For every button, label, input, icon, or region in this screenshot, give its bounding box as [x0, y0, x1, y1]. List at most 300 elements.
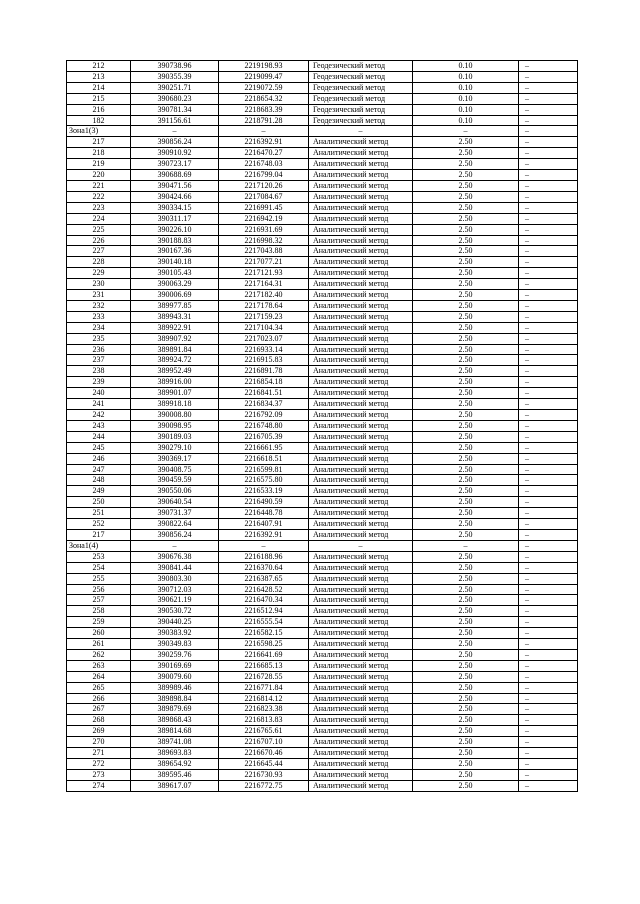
- method-cell: Геодезический метод: [309, 82, 413, 93]
- table-row: [67, 617, 578, 628]
- accuracy-cell: 2.50: [413, 660, 519, 671]
- description-cell: –: [519, 737, 578, 748]
- point-number-cell: 219: [67, 159, 131, 170]
- table-row: [67, 595, 578, 606]
- x-coordinate-cell: 390621.19: [131, 595, 219, 606]
- description-cell: –: [519, 780, 578, 791]
- x-coordinate-cell: 390079.60: [131, 671, 219, 682]
- y-coordinate-cell: 2216748.80: [219, 420, 309, 431]
- method-cell: Аналитический метод: [309, 606, 413, 617]
- description-cell: –: [519, 453, 578, 464]
- point-number-cell: 229: [67, 268, 131, 279]
- y-coordinate-cell: 2217077.21: [219, 257, 309, 268]
- method-cell: Геодезический метод: [309, 104, 413, 115]
- y-coordinate-cell: 2216705.39: [219, 431, 309, 442]
- table-row: [67, 61, 578, 72]
- accuracy-cell: 2.50: [413, 257, 519, 268]
- accuracy-cell: 2.50: [413, 508, 519, 519]
- table-row: [67, 442, 578, 453]
- table-row: [67, 431, 578, 442]
- description-cell: –: [519, 235, 578, 246]
- description-cell: –: [519, 508, 578, 519]
- y-coordinate-cell: 2216670.46: [219, 748, 309, 759]
- accuracy-cell: 2.50: [413, 180, 519, 191]
- description-cell: –: [519, 213, 578, 224]
- table-row: [67, 104, 578, 115]
- table-row: [67, 82, 578, 93]
- x-coordinate-cell: 391156.61: [131, 115, 219, 126]
- y-coordinate-cell: 2216792.09: [219, 410, 309, 421]
- accuracy-cell: 2.50: [413, 562, 519, 573]
- point-number-cell: 215: [67, 93, 131, 104]
- x-coordinate-cell: –: [131, 540, 219, 551]
- method-cell: Аналитический метод: [309, 399, 413, 410]
- y-coordinate-cell: 2218654.32: [219, 93, 309, 104]
- x-coordinate-cell: 390169.69: [131, 660, 219, 671]
- y-coordinate-cell: –: [219, 126, 309, 137]
- point-number-cell: 271: [67, 748, 131, 759]
- point-number-cell: 255: [67, 573, 131, 584]
- x-coordinate-cell: 390369.17: [131, 453, 219, 464]
- x-coordinate-cell: 390383.92: [131, 628, 219, 639]
- description-cell: –: [519, 159, 578, 170]
- description-cell: –: [519, 769, 578, 780]
- point-number-cell: 258: [67, 606, 131, 617]
- accuracy-cell: 2.50: [413, 617, 519, 628]
- accuracy-cell: 2.50: [413, 737, 519, 748]
- method-cell: Аналитический метод: [309, 628, 413, 639]
- y-coordinate-cell: 2216599.81: [219, 464, 309, 475]
- description-cell: –: [519, 104, 578, 115]
- table-row: [67, 268, 578, 279]
- table-row: [67, 682, 578, 693]
- table-row: [67, 551, 578, 562]
- y-coordinate-cell: 2216931.69: [219, 224, 309, 235]
- accuracy-cell: 2.50: [413, 246, 519, 257]
- accuracy-cell: 2.50: [413, 551, 519, 562]
- table-row: [67, 649, 578, 660]
- method-cell: Аналитический метод: [309, 704, 413, 715]
- table-row: [67, 213, 578, 224]
- table-row: [67, 93, 578, 104]
- description-cell: –: [519, 115, 578, 126]
- y-coordinate-cell: 2217164.31: [219, 279, 309, 290]
- y-coordinate-cell: 2216645.44: [219, 759, 309, 770]
- point-number-cell: 243: [67, 420, 131, 431]
- x-coordinate-cell: 389879.69: [131, 704, 219, 715]
- point-number-cell: 270: [67, 737, 131, 748]
- method-cell: Аналитический метод: [309, 202, 413, 213]
- method-cell: Аналитический метод: [309, 573, 413, 584]
- table-row: [67, 420, 578, 431]
- point-number-cell: 220: [67, 170, 131, 181]
- description-cell: –: [519, 726, 578, 737]
- x-coordinate-cell: 389868.43: [131, 715, 219, 726]
- accuracy-cell: 0.10: [413, 104, 519, 115]
- table-row: [67, 573, 578, 584]
- x-coordinate-cell: 390334.15: [131, 202, 219, 213]
- method-cell: Аналитический метод: [309, 279, 413, 290]
- description-cell: –: [519, 257, 578, 268]
- x-coordinate-cell: 390781.34: [131, 104, 219, 115]
- table-row: [67, 180, 578, 191]
- accuracy-cell: 2.50: [413, 202, 519, 213]
- method-cell: Аналитический метод: [309, 333, 413, 344]
- method-cell: Аналитический метод: [309, 410, 413, 421]
- accuracy-cell: 2.50: [413, 311, 519, 322]
- description-cell: –: [519, 519, 578, 530]
- x-coordinate-cell: 390424.66: [131, 191, 219, 202]
- y-coordinate-cell: 2217178.64: [219, 300, 309, 311]
- point-number-cell: 230: [67, 279, 131, 290]
- x-coordinate-cell: 390822.64: [131, 519, 219, 530]
- method-cell: Аналитический метод: [309, 170, 413, 181]
- x-coordinate-cell: 389924.72: [131, 355, 219, 366]
- x-coordinate-cell: 390803.30: [131, 573, 219, 584]
- y-coordinate-cell: 2216512.94: [219, 606, 309, 617]
- y-coordinate-cell: 2218791.28: [219, 115, 309, 126]
- point-number-cell: 246: [67, 453, 131, 464]
- y-coordinate-cell: 2217043.88: [219, 246, 309, 257]
- y-coordinate-cell: 2216387.65: [219, 573, 309, 584]
- method-cell: Аналитический метод: [309, 595, 413, 606]
- accuracy-cell: 2.50: [413, 464, 519, 475]
- method-cell: Аналитический метод: [309, 584, 413, 595]
- point-number-cell: 223: [67, 202, 131, 213]
- method-cell: Аналитический метод: [309, 475, 413, 486]
- accuracy-cell: 2.50: [413, 573, 519, 584]
- x-coordinate-cell: 389916.00: [131, 377, 219, 388]
- x-coordinate-cell: 390459.59: [131, 475, 219, 486]
- description-cell: –: [519, 333, 578, 344]
- method-cell: Аналитический метод: [309, 224, 413, 235]
- point-number-cell: 264: [67, 671, 131, 682]
- x-coordinate-cell: 389922.91: [131, 322, 219, 333]
- y-coordinate-cell: 2216771.84: [219, 682, 309, 693]
- accuracy-cell: 2.50: [413, 213, 519, 224]
- method-cell: Аналитический метод: [309, 693, 413, 704]
- x-coordinate-cell: 390279.10: [131, 442, 219, 453]
- description-cell: –: [519, 475, 578, 486]
- method-cell: Аналитический метод: [309, 453, 413, 464]
- accuracy-cell: 2.50: [413, 769, 519, 780]
- description-cell: –: [519, 486, 578, 497]
- description-cell: –: [519, 311, 578, 322]
- description-cell: –: [519, 551, 578, 562]
- y-coordinate-cell: 2216772.75: [219, 780, 309, 791]
- method-cell: Аналитический метод: [309, 519, 413, 530]
- point-number-cell: 265: [67, 682, 131, 693]
- table-row: [67, 464, 578, 475]
- method-cell: Аналитический метод: [309, 290, 413, 301]
- table-row: [67, 344, 578, 355]
- method-cell: Аналитический метод: [309, 671, 413, 682]
- method-cell: Аналитический метод: [309, 148, 413, 159]
- x-coordinate-cell: 390856.24: [131, 529, 219, 540]
- method-cell: Аналитический метод: [309, 769, 413, 780]
- description-cell: –: [519, 464, 578, 475]
- table-row: [67, 584, 578, 595]
- table-row: [67, 562, 578, 573]
- y-coordinate-cell: 2216618.51: [219, 453, 309, 464]
- point-number-cell: 233: [67, 311, 131, 322]
- y-coordinate-cell: 2216392.91: [219, 137, 309, 148]
- point-number-cell: 242: [67, 410, 131, 421]
- accuracy-cell: 2.50: [413, 224, 519, 235]
- y-coordinate-cell: 2217159.23: [219, 311, 309, 322]
- point-number-cell: 256: [67, 584, 131, 595]
- method-cell: Аналитический метод: [309, 442, 413, 453]
- x-coordinate-cell: 390910.92: [131, 148, 219, 159]
- y-coordinate-cell: –: [219, 540, 309, 551]
- point-number-cell: 261: [67, 639, 131, 650]
- point-number-cell: 260: [67, 628, 131, 639]
- x-coordinate-cell: 390349.83: [131, 639, 219, 650]
- x-coordinate-cell: 389918.18: [131, 399, 219, 410]
- x-coordinate-cell: 390188.83: [131, 235, 219, 246]
- method-cell: Аналитический метод: [309, 180, 413, 191]
- y-coordinate-cell: 2218683.39: [219, 104, 309, 115]
- description-cell: –: [519, 748, 578, 759]
- y-coordinate-cell: 2219072.59: [219, 82, 309, 93]
- accuracy-cell: 0.10: [413, 115, 519, 126]
- accuracy-cell: 2.50: [413, 322, 519, 333]
- accuracy-cell: 2.50: [413, 715, 519, 726]
- y-coordinate-cell: 2219198.93: [219, 61, 309, 72]
- accuracy-cell: 2.50: [413, 748, 519, 759]
- accuracy-cell: 2.50: [413, 191, 519, 202]
- x-coordinate-cell: 390251.71: [131, 82, 219, 93]
- method-cell: Аналитический метод: [309, 257, 413, 268]
- table-row: [67, 519, 578, 530]
- point-number-cell: 253: [67, 551, 131, 562]
- x-coordinate-cell: 389898.84: [131, 693, 219, 704]
- y-coordinate-cell: 2217023.07: [219, 333, 309, 344]
- description-cell: –: [519, 224, 578, 235]
- point-number-cell: 269: [67, 726, 131, 737]
- description-cell: –: [519, 617, 578, 628]
- point-number-cell: 232: [67, 300, 131, 311]
- x-coordinate-cell: 390140.18: [131, 257, 219, 268]
- description-cell: –: [519, 268, 578, 279]
- y-coordinate-cell: 2216728.55: [219, 671, 309, 682]
- x-coordinate-cell: 389901.07: [131, 388, 219, 399]
- y-coordinate-cell: 2216555.54: [219, 617, 309, 628]
- description-cell: –: [519, 180, 578, 191]
- method-cell: Аналитический метод: [309, 366, 413, 377]
- method-cell: Аналитический метод: [309, 464, 413, 475]
- description-cell: –: [519, 148, 578, 159]
- y-coordinate-cell: 2216813.83: [219, 715, 309, 726]
- point-number-cell: 244: [67, 431, 131, 442]
- accuracy-cell: 0.10: [413, 93, 519, 104]
- y-coordinate-cell: 2217182.40: [219, 290, 309, 301]
- method-cell: Аналитический метод: [309, 660, 413, 671]
- point-number-cell: 226: [67, 235, 131, 246]
- zone-label-cell: Зона1(4): [67, 540, 131, 551]
- accuracy-cell: 2.50: [413, 366, 519, 377]
- point-number-cell: 267: [67, 704, 131, 715]
- description-cell: –: [519, 759, 578, 770]
- accuracy-cell: 2.50: [413, 682, 519, 693]
- accuracy-cell: 2.50: [413, 529, 519, 540]
- description-cell: –: [519, 410, 578, 421]
- x-coordinate-cell: 389595.46: [131, 769, 219, 780]
- y-coordinate-cell: 2216942.19: [219, 213, 309, 224]
- method-cell: Аналитический метод: [309, 235, 413, 246]
- table-row: [67, 377, 578, 388]
- y-coordinate-cell: 2216915.83: [219, 355, 309, 366]
- x-coordinate-cell: 390550.06: [131, 486, 219, 497]
- description-cell: –: [519, 529, 578, 540]
- table-row: [67, 671, 578, 682]
- accuracy-cell: 2.50: [413, 235, 519, 246]
- table-row: [67, 322, 578, 333]
- y-coordinate-cell: 2216991.45: [219, 202, 309, 213]
- table-row: [67, 693, 578, 704]
- table-row: [67, 366, 578, 377]
- table-row: [67, 333, 578, 344]
- method-cell: Аналитический метод: [309, 726, 413, 737]
- description-cell: –: [519, 431, 578, 442]
- method-cell: Аналитический метод: [309, 322, 413, 333]
- point-number-cell: 241: [67, 399, 131, 410]
- point-number-cell: 268: [67, 715, 131, 726]
- accuracy-cell: 2.50: [413, 420, 519, 431]
- method-cell: Геодезический метод: [309, 115, 413, 126]
- description-cell: –: [519, 279, 578, 290]
- method-cell: Геодезический метод: [309, 93, 413, 104]
- point-number-cell: 249: [67, 486, 131, 497]
- point-number-cell: 250: [67, 497, 131, 508]
- x-coordinate-cell: 390841.44: [131, 562, 219, 573]
- y-coordinate-cell: 2216575.80: [219, 475, 309, 486]
- description-cell: –: [519, 540, 578, 551]
- method-cell: Аналитический метод: [309, 300, 413, 311]
- table-row: [67, 748, 578, 759]
- y-coordinate-cell: 2216765.61: [219, 726, 309, 737]
- description-cell: –: [519, 704, 578, 715]
- point-number-cell: 221: [67, 180, 131, 191]
- table-row: [67, 475, 578, 486]
- accuracy-cell: 2.50: [413, 671, 519, 682]
- table-row: [67, 71, 578, 82]
- point-number-cell: 274: [67, 780, 131, 791]
- description-cell: –: [519, 682, 578, 693]
- point-number-cell: 182: [67, 115, 131, 126]
- accuracy-cell: 2.50: [413, 431, 519, 442]
- table-row: [67, 159, 578, 170]
- y-coordinate-cell: 2216730.93: [219, 769, 309, 780]
- accuracy-cell: 2.50: [413, 410, 519, 421]
- y-coordinate-cell: 2216448.78: [219, 508, 309, 519]
- x-coordinate-cell: 390680.23: [131, 93, 219, 104]
- table-row: [67, 355, 578, 366]
- accuracy-cell: 2.50: [413, 399, 519, 410]
- table-row: [67, 137, 578, 148]
- description-cell: –: [519, 628, 578, 639]
- coordinates-table-body: [67, 61, 578, 792]
- table-row: [67, 115, 578, 126]
- table-row: [67, 606, 578, 617]
- x-coordinate-cell: 389977.85: [131, 300, 219, 311]
- x-coordinate-cell: 389891.84: [131, 344, 219, 355]
- x-coordinate-cell: –: [131, 126, 219, 137]
- accuracy-cell: –: [413, 126, 519, 137]
- description-cell: –: [519, 355, 578, 366]
- x-coordinate-cell: 389952.49: [131, 366, 219, 377]
- point-number-cell: 235: [67, 333, 131, 344]
- point-number-cell: 238: [67, 366, 131, 377]
- method-cell: Аналитический метод: [309, 562, 413, 573]
- y-coordinate-cell: 2216748.03: [219, 159, 309, 170]
- y-coordinate-cell: 2217104.34: [219, 322, 309, 333]
- x-coordinate-cell: 389693.83: [131, 748, 219, 759]
- y-coordinate-cell: 2216428.52: [219, 584, 309, 595]
- x-coordinate-cell: 390676.38: [131, 551, 219, 562]
- accuracy-cell: 2.50: [413, 693, 519, 704]
- method-cell: Аналитический метод: [309, 355, 413, 366]
- x-coordinate-cell: 389814.68: [131, 726, 219, 737]
- accuracy-cell: 2.50: [413, 780, 519, 791]
- zone-header-row: [67, 126, 578, 137]
- point-number-cell: 225: [67, 224, 131, 235]
- table-row: [67, 726, 578, 737]
- method-cell: Аналитический метод: [309, 268, 413, 279]
- accuracy-cell: 2.50: [413, 595, 519, 606]
- table-row: [67, 311, 578, 322]
- table-row: [67, 388, 578, 399]
- x-coordinate-cell: 390006.69: [131, 290, 219, 301]
- y-coordinate-cell: 2216490.59: [219, 497, 309, 508]
- x-coordinate-cell: 390738.96: [131, 61, 219, 72]
- description-cell: –: [519, 497, 578, 508]
- x-coordinate-cell: 390355.39: [131, 71, 219, 82]
- table-row: [67, 257, 578, 268]
- description-cell: –: [519, 366, 578, 377]
- point-number-cell: 217: [67, 137, 131, 148]
- y-coordinate-cell: 2216661.95: [219, 442, 309, 453]
- description-cell: –: [519, 322, 578, 333]
- y-coordinate-cell: 2216392.91: [219, 529, 309, 540]
- y-coordinate-cell: 2216370.64: [219, 562, 309, 573]
- method-cell: Аналитический метод: [309, 737, 413, 748]
- accuracy-cell: 2.50: [413, 584, 519, 595]
- method-cell: Аналитический метод: [309, 246, 413, 257]
- method-cell: Аналитический метод: [309, 344, 413, 355]
- accuracy-cell: 2.50: [413, 442, 519, 453]
- point-number-cell: 212: [67, 61, 131, 72]
- point-number-cell: 263: [67, 660, 131, 671]
- description-cell: –: [519, 388, 578, 399]
- y-coordinate-cell: 2216854.18: [219, 377, 309, 388]
- y-coordinate-cell: 2216891.78: [219, 366, 309, 377]
- description-cell: –: [519, 300, 578, 311]
- method-cell: –: [309, 540, 413, 551]
- y-coordinate-cell: 2217084.67: [219, 191, 309, 202]
- table-row: [67, 235, 578, 246]
- method-cell: Аналитический метод: [309, 431, 413, 442]
- accuracy-cell: 2.50: [413, 279, 519, 290]
- point-number-cell: 266: [67, 693, 131, 704]
- table-row: [67, 759, 578, 770]
- description-cell: –: [519, 290, 578, 301]
- x-coordinate-cell: 390471.56: [131, 180, 219, 191]
- y-coordinate-cell: 2216188.96: [219, 551, 309, 562]
- method-cell: Аналитический метод: [309, 420, 413, 431]
- table-row: [67, 737, 578, 748]
- description-cell: –: [519, 170, 578, 181]
